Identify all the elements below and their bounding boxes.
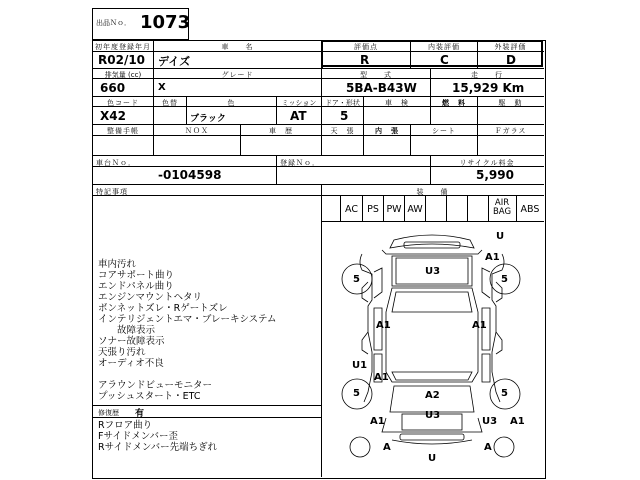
interior-score-value: C (440, 53, 449, 67)
model-label: 型 式 (360, 71, 392, 79)
color-label: 色 (227, 99, 236, 107)
color-swap-label: 色替 (162, 99, 178, 107)
equipment-label: 装 備 (416, 188, 449, 196)
repair-label: 修復歴 (98, 409, 119, 417)
mark-a2: A2 (425, 390, 440, 401)
interior-trim-label: 内 張 (375, 127, 399, 135)
cc-label: 排気量 (cc) (104, 71, 142, 79)
equipment-aw: AW (407, 204, 423, 215)
recycle-value: 5,990 (476, 168, 514, 182)
note-line: アラウンドビューモニター (98, 380, 213, 391)
roof-label: 天 張 (330, 127, 355, 135)
mark-a-bottom-left: A (383, 442, 391, 453)
history-label: 車 歴 (269, 127, 293, 135)
mark-a1-bottom-right: A1 (510, 416, 525, 427)
car-name-value: デイズ (158, 55, 191, 68)
mark-u3-bottom-right: U3 (482, 416, 498, 427)
glass-label: Ｆガラス (494, 127, 527, 135)
note-line: インテリジェントエマ・ブレーキシステム (98, 314, 277, 325)
mark-u-top: U (496, 231, 505, 242)
mark-u1: U1 (352, 360, 368, 371)
cc-value: 660 (100, 81, 126, 95)
score-value: R (360, 53, 370, 67)
seat-label: シート (432, 127, 456, 135)
color-value: ブラック (190, 114, 226, 124)
exterior-score-label: 外装評価 (494, 43, 527, 51)
equipment-airbag: AIR BAG (492, 198, 512, 217)
score-label: 評価点 (354, 43, 378, 51)
mileage-label: 走 行 (471, 71, 503, 79)
mark-wheel-fl: 5 (353, 274, 360, 285)
lot-number: 1073 (140, 12, 191, 33)
recycle-label: リサイクル料金 (459, 159, 515, 167)
mark-a1-mid: A1 (374, 372, 389, 383)
car-damage-diagram (322, 222, 543, 476)
mark-wheel-fr: 5 (501, 274, 508, 285)
note-line: プッシュスタート・ETC (98, 391, 201, 402)
nox-label: ＮＯＸ (185, 127, 209, 135)
repair-line: Rフロア曲り (98, 420, 153, 431)
color-code-value: X42 (100, 109, 126, 123)
mark-a1-bottom-left: A1 (370, 416, 385, 427)
fuel-label: 燃 料 (442, 99, 466, 107)
door-value: 5 (340, 109, 349, 123)
mark-wheel-rl: 5 (353, 388, 360, 399)
grade-label: グレード (221, 71, 254, 79)
drive-label: 駆 動 (498, 99, 523, 107)
manual-label: 整備手帳 (107, 127, 139, 135)
mark-u3-rear: U3 (425, 410, 441, 421)
equipment-ac: AC (345, 204, 358, 215)
reg-date-label: 初年度登録年月 (95, 43, 151, 51)
note-line: オーディオ不良 (98, 358, 164, 369)
chassis-value: -0104598 (158, 168, 222, 182)
notes-label: 特記事項 (96, 188, 128, 196)
lot-label: 出品Ｎｏ． (96, 19, 131, 27)
mission-label: ミッション (281, 99, 317, 107)
mission-value: AT (290, 109, 307, 123)
regno-label: 登録Ｎｏ． (280, 159, 320, 167)
reg-date-value: R02/10 (98, 53, 146, 67)
mileage-value: 15,929 Km (452, 81, 525, 95)
note-line: 故障表示 (98, 325, 156, 336)
note-line: エンドパネル曲り (98, 281, 174, 292)
mark-a1-left: A1 (376, 320, 391, 331)
model-value: 5BA-B43W (346, 81, 417, 95)
equipment-abs: ABS (520, 204, 540, 215)
door-label: ドア・形状 (325, 99, 360, 107)
color-code-label: 色コード (107, 99, 139, 107)
mark-u3-top: U3 (425, 266, 441, 277)
equipment-ps: PS (367, 204, 379, 215)
mark-a1-right: A1 (472, 320, 487, 331)
exterior-score-value: D (506, 53, 516, 67)
equipment-pw: PW (386, 204, 402, 215)
repair-value: 有 (135, 409, 145, 419)
repair-line: Rサイドメンバー先端ちぎれ (98, 442, 218, 453)
interior-score-label: 内装評価 (428, 43, 460, 51)
inspection-label: 車 検 (385, 99, 409, 107)
grade-value: X (158, 82, 166, 93)
note-line: 車内汚れ (98, 259, 137, 270)
note-line: エンジンマウントヘタリ (98, 292, 203, 303)
note-line: コアサポート曲り (98, 270, 175, 281)
note-line: ボンネットズレ・Rゲートズレ (98, 303, 228, 314)
note-line: ソナー故障表示 (98, 336, 165, 347)
mark-u-bottom: U (428, 453, 437, 464)
mark-a1-top-right: A1 (485, 252, 500, 263)
note-line: 天張り汚れ (98, 347, 146, 358)
car-name-label: 車 名 (221, 43, 254, 51)
chassis-label: 車台Ｎｏ． (96, 159, 136, 167)
mark-wheel-rr: 5 (501, 388, 508, 399)
repair-line: Fサイドメンバー歪 (98, 431, 179, 442)
mark-a-bottom-right: A (484, 442, 492, 453)
